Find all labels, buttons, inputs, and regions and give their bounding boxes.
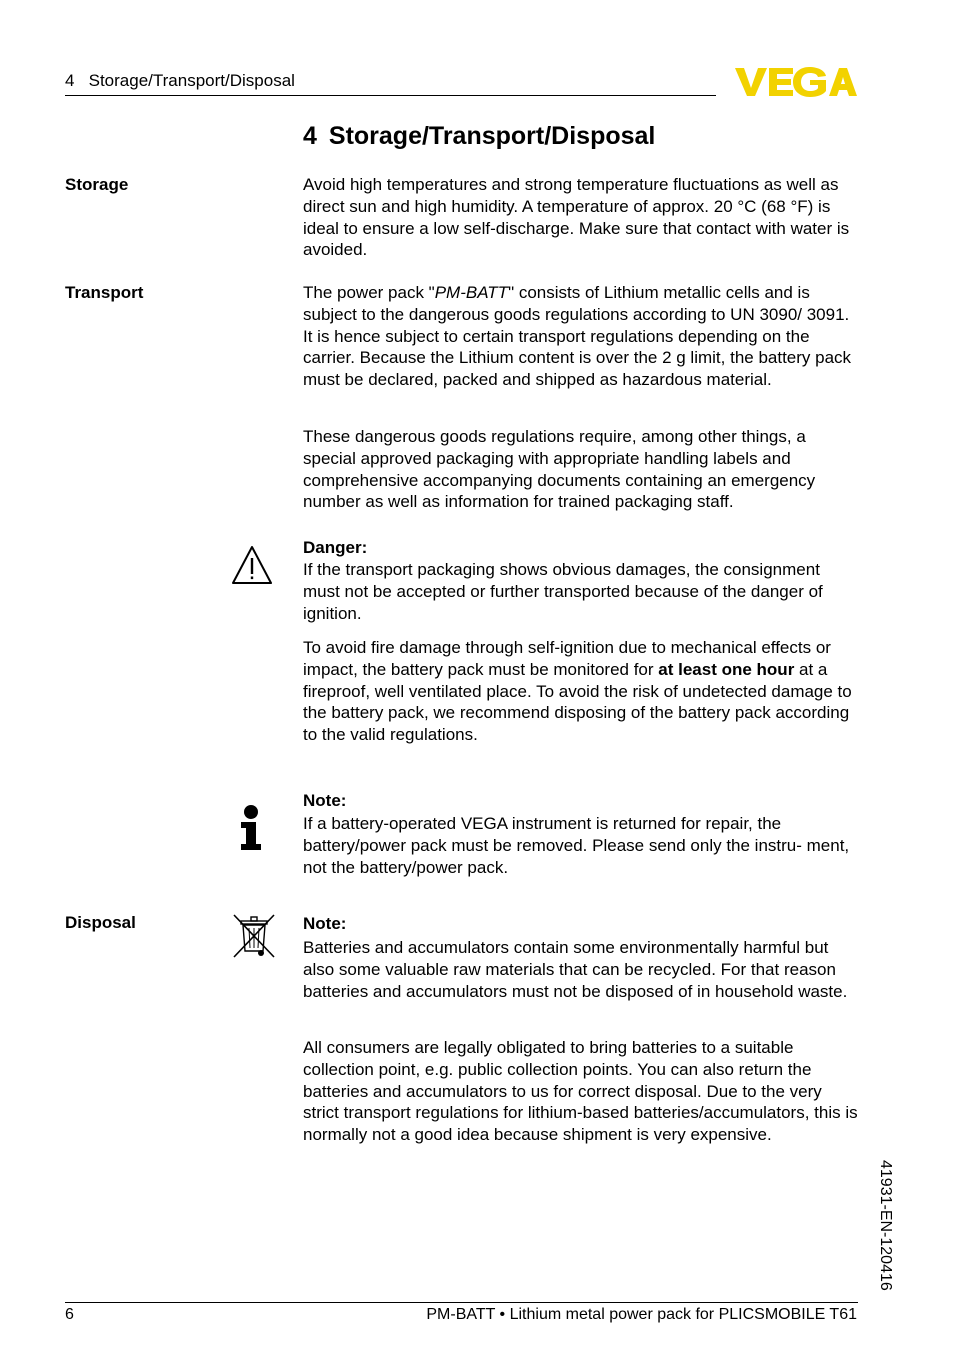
vega-logo — [735, 66, 857, 98]
disposal-paragraph-1: Batteries and accumulators contain some environmentally harmful but also some valuable raw materials that can be recycled. For that reason batteries and accumulators must not be disposed of in household waste. — [303, 938, 848, 1001]
danger-paragraph-2 — [303, 637, 859, 746]
side-heading-disposal: Disposal — [65, 913, 136, 932]
side-heading-storage: Storage — [65, 175, 129, 194]
disposal-paragraph-2: All consumers are legally obligated to bring batteries to a suitable collection point, e.g. public collection points. You can also return the batteries and accumulators to us for correct disposal. Due to the very strict transport regulations for lithium-based batteries/accumulators, this is normally not a good idea because shipment is very expensive. — [303, 1038, 858, 1145]
product-name: PM-BATT — [434, 283, 509, 302]
transport-paragraph-2: These dangerous goods regulations require, among other things, a special approved packaging with appropriate handling labels and comprehensive accompanying documents containing an emergency number as well as information for trained packaging staff. — [303, 427, 816, 512]
danger-paragraph: If the transport packaging shows obvious damages, the consignment must not be accepted or further transported because of the danger of ignition. — [303, 560, 823, 623]
disposal-note-title: Note: — [303, 914, 347, 933]
crossed-bin-icon — [232, 913, 278, 959]
emphasis: at least one hour — [658, 659, 795, 679]
text-run: " consists of Lithium metallic cells and is subject to the dangerous goods regulations according to UN 3090/ 3091. It is hence subject to certain transport regulations depending on the carrier. Because the Lithium content is over the 2 g limit, the battery pack must be declared, packed and shipped as hazardous material. — [303, 283, 852, 390]
warning-triangle-icon — [231, 545, 273, 585]
document-id: 41931-EN-120416 — [877, 1160, 894, 1291]
page-number: 6 — [65, 1306, 74, 1323]
side-heading-transport: Transport — [65, 283, 144, 302]
note-title: Note: — [303, 791, 347, 810]
footer-doc-title: PM-BATT • Lithium metal power pack for PLICSMOBILE T61 — [426, 1306, 857, 1323]
transport-paragraph-1 — [303, 282, 859, 391]
danger-title: Danger: — [303, 538, 368, 557]
storage-paragraph: Avoid high temperatures and strong temperature fluctuations as well as direct sun and high humidity. A temperature of approx. 20 °C (68 °F) is ideal to ensure a low self-discharge. Make sure that contact with water is avoided. — [303, 175, 850, 260]
text-run: at a fireproof, well ventilated place. To avoid the risk of undetected damage to the battery pack, we recommend disposing of the battery pack according to the valid regulations. — [303, 659, 852, 745]
footer-rule — [65, 1302, 858, 1303]
header-rule — [65, 95, 716, 96]
chapter-number: 4 — [303, 122, 317, 150]
running-header: 4 Storage/Transport/Disposal — [65, 71, 295, 90]
text-run: To avoid fire damage through self-ignition due to mechanical effects or impact, the battery pack must be monitored for — [303, 638, 831, 679]
note-paragraph: If a battery-operated VEGA instrument is returned for repair, the battery/power pack must be removed. Please send only the instru- ment, not the battery/power pack. — [303, 814, 850, 877]
chapter-title-text: Storage/Transport/Disposal — [328, 122, 656, 150]
info-icon — [231, 804, 271, 852]
chapter-title — [303, 122, 655, 151]
text-run: The power pack " — [303, 283, 435, 302]
